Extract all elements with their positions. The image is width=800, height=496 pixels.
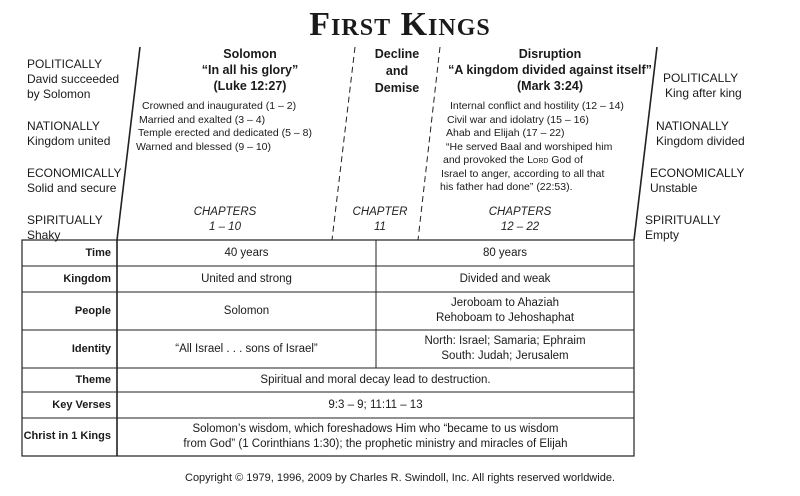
- row-label-key-verses: Key Verses: [52, 399, 111, 411]
- list-item: Ahab and Elijah (17 – 22): [446, 127, 565, 139]
- cell-time-left: 40 years: [224, 246, 269, 259]
- row-label-christ: Christ in 1 Kings: [23, 430, 111, 442]
- disruption-list: [440, 100, 649, 195]
- quote-line: Israel to anger, according to all that: [441, 167, 605, 180]
- list-item: Warned and blessed (9 – 10): [136, 140, 272, 153]
- right-spiritually: SPIRITUALLY Empty: [645, 213, 721, 242]
- left-economically: ECONOMICALLY Solid and secure: [27, 166, 122, 195]
- cell-christ: Solomon’s wisdom, which foreshadows Him who “became to us wisdom from God” (1 Corinthians 1:30); the prophetic ministry and miracles of Elijah: [183, 423, 568, 450]
- row-label-theme: Theme: [75, 374, 111, 386]
- row-label-people: People: [74, 305, 111, 317]
- right-politically: POLITICALLY King after king: [663, 71, 742, 100]
- list-item: Internal conflict and hostility (12 – 14): [450, 100, 624, 112]
- cell-identity-right: North: Israel; Samaria; Ephraim South: Judah; Jerusalem: [424, 335, 586, 362]
- decline-chapter: CHAPTER 11: [352, 206, 408, 233]
- cell-people-right: Jeroboam to Ahaziah Rehoboam to Jehoshaphat: [435, 297, 575, 324]
- quote-line: and provoked the Lord God of: [443, 154, 583, 166]
- cell-kingdom-left: United and strong: [201, 272, 292, 285]
- disruption-heading: Disruption “A kingdom divided against itself” (Mark 3:24): [448, 47, 652, 93]
- cell-people-left: Solomon: [223, 304, 270, 317]
- quote-line: his father had done” (22:53).: [440, 181, 573, 193]
- cell-time-right: 80 years: [482, 246, 528, 259]
- solomon-heading: Solomon “In all his glory” (Luke 12:27): [201, 47, 299, 93]
- left-politically: POLITICALLY David succeeded by Solomon: [27, 57, 120, 101]
- copyright-notice: Copyright © 1979, 1996, 2009 by Charles R. Swindoll, Inc. All rights reserved worldwide.: [185, 472, 615, 484]
- list-item: Civil war and idolatry (15 – 16): [447, 113, 589, 126]
- row-label-identity: Identity: [71, 343, 111, 355]
- right-nationally: NATIONALLY Kingdom divided: [656, 119, 745, 148]
- disruption-chapters: CHAPTERS 12 – 22: [488, 206, 552, 233]
- row-label-kingdom: Kingdom: [63, 273, 111, 285]
- quote-line: “He served Baal and worshiped him: [446, 140, 613, 153]
- solomon-list: [136, 100, 341, 154]
- solomon-chapters: CHAPTERS 1 – 10: [193, 206, 257, 233]
- left-spiritually: SPIRITUALLY Shaky: [27, 213, 103, 242]
- cell-identity-left: “All Israel . . . sons of Israel”: [175, 342, 318, 355]
- row-label-time: Time: [85, 247, 111, 259]
- list-item: Crowned and inaugurated (1 – 2): [142, 100, 297, 112]
- right-economically: ECONOMICALLY Unstable: [650, 166, 745, 195]
- list-item: Temple erected and dedicated (5 – 8): [138, 127, 312, 139]
- left-nationally: NATIONALLY Kingdom united: [27, 119, 111, 148]
- cell-theme: Spiritual and moral decay lead to destruction.: [260, 373, 491, 386]
- list-item: Married and exalted (3 – 4): [139, 113, 266, 126]
- decline-heading: Decline and Demise: [374, 47, 420, 95]
- cell-kingdom-right: Divided and weak: [459, 272, 551, 285]
- cell-key-verses: 9:3 – 9; 11:11 – 13: [328, 398, 423, 411]
- chart-title: First Kings: [309, 6, 491, 43]
